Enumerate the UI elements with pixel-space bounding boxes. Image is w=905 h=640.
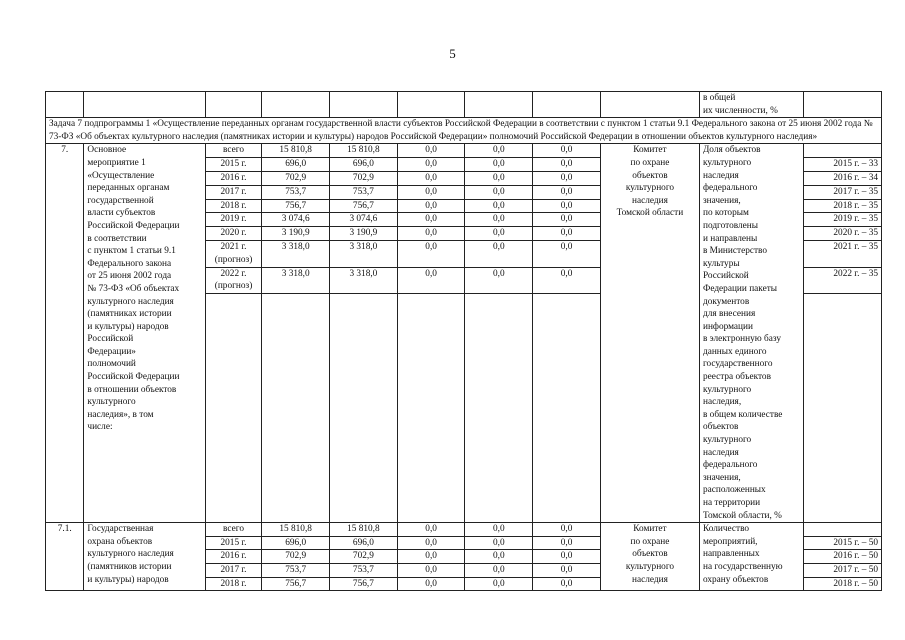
value-cell: 0,0 bbox=[397, 563, 465, 577]
value-cell: 0,0 bbox=[533, 577, 601, 591]
total-cell: 696,0 bbox=[262, 158, 330, 172]
value-cell: 0,0 bbox=[533, 172, 601, 186]
indicator-value: 2015 г. – 50 bbox=[804, 536, 882, 550]
value-cell: 0,0 bbox=[465, 536, 533, 550]
indicator-cell: Количество мероприятий, направленных на государственную охрану объектов bbox=[699, 523, 803, 591]
total-cell: 753,7 bbox=[262, 185, 330, 199]
indicator-value: 2021 г. – 35 bbox=[804, 241, 882, 268]
value-cell: 0,0 bbox=[533, 536, 601, 550]
indicator-value bbox=[804, 523, 882, 537]
value-cell: 0,0 bbox=[465, 144, 533, 158]
value-cell: 0,0 bbox=[397, 158, 465, 172]
value-cell: 0,0 bbox=[397, 172, 465, 186]
header-tail-row bbox=[46, 92, 882, 118]
federal-cell: 3 318,0 bbox=[330, 267, 398, 294]
value-cell: 0,0 bbox=[465, 267, 533, 294]
indicator-value: 2016 г. – 34 bbox=[804, 172, 882, 186]
federal-cell: 3 074,6 bbox=[330, 213, 398, 227]
indicator-value bbox=[804, 144, 882, 158]
value-cell: 0,0 bbox=[533, 227, 601, 241]
indicator-value: 2018 г. – 50 bbox=[804, 577, 882, 591]
federal-cell: 696,0 bbox=[330, 536, 398, 550]
value-cell: 0,0 bbox=[465, 227, 533, 241]
year-cell: 2018 г. bbox=[205, 199, 262, 213]
total-cell: 15 810,8 bbox=[262, 523, 330, 537]
year-cell: 2015 г. bbox=[205, 536, 262, 550]
indicator-value: 2017 г. – 50 bbox=[804, 563, 882, 577]
year-cell: всего bbox=[205, 144, 262, 158]
value-cell: 0,0 bbox=[465, 213, 533, 227]
total-cell: 702,9 bbox=[262, 550, 330, 564]
item-number: 7. bbox=[46, 144, 84, 523]
total-cell: 3 318,0 bbox=[262, 241, 330, 268]
value-cell: 0,0 bbox=[465, 523, 533, 537]
value-cell: 0,0 bbox=[533, 185, 601, 199]
total-cell: 756,7 bbox=[262, 199, 330, 213]
total-cell: 3 318,0 bbox=[262, 267, 330, 294]
value-cell: 0,0 bbox=[465, 563, 533, 577]
value-cell: 0,0 bbox=[465, 550, 533, 564]
federal-cell: 3 190,9 bbox=[330, 227, 398, 241]
value-cell: 0,0 bbox=[397, 577, 465, 591]
total-cell: 753,7 bbox=[262, 563, 330, 577]
federal-cell: 753,7 bbox=[330, 563, 398, 577]
federal-cell: 753,7 bbox=[330, 185, 398, 199]
value-cell: 0,0 bbox=[465, 172, 533, 186]
item-name: Государственная охрана объектов культурного наследия (памятников истории и культуры) народов bbox=[84, 523, 205, 591]
total-cell: 15 810,8 bbox=[262, 144, 330, 158]
total-cell: 702,9 bbox=[262, 172, 330, 186]
value-cell: 0,0 bbox=[397, 523, 465, 537]
indicator-value: 2017 г. – 35 bbox=[804, 185, 882, 199]
federal-cell: 3 318,0 bbox=[330, 241, 398, 268]
federal-cell: 15 810,8 bbox=[330, 523, 398, 537]
year-cell: 2019 г. bbox=[205, 213, 262, 227]
year-cell: 2020 г. bbox=[205, 227, 262, 241]
year-cell: 2015 г. bbox=[205, 158, 262, 172]
value-cell: 0,0 bbox=[397, 267, 465, 294]
value-cell: 0,0 bbox=[465, 577, 533, 591]
total-cell: 3 190,9 bbox=[262, 227, 330, 241]
value-cell: 0,0 bbox=[397, 550, 465, 564]
value-cell: 0,0 bbox=[533, 550, 601, 564]
indicator-value: 2019 г. – 35 bbox=[804, 213, 882, 227]
value-cell: 0,0 bbox=[397, 199, 465, 213]
value-cell: 0,0 bbox=[465, 158, 533, 172]
year-cell: 2021 г. (прогноз) bbox=[205, 241, 262, 268]
year-cell: 2017 г. bbox=[205, 563, 262, 577]
value-cell: 0,0 bbox=[533, 199, 601, 213]
value-cell: 0,0 bbox=[465, 199, 533, 213]
indicator-tail: в общей их численности, % bbox=[699, 92, 803, 118]
year-cell: 2016 г. bbox=[205, 550, 262, 564]
year-cell: 2018 г. bbox=[205, 577, 262, 591]
value-cell: 0,0 bbox=[465, 241, 533, 268]
year-cell: 2017 г. bbox=[205, 185, 262, 199]
value-cell: 0,0 bbox=[397, 536, 465, 550]
value-cell: 0,0 bbox=[533, 267, 601, 294]
value-cell: 0,0 bbox=[397, 227, 465, 241]
federal-cell: 756,7 bbox=[330, 577, 398, 591]
item-name: Основное мероприятие 1 «Осуществление переданных органам государственной власти субъектов Российской Федерации в соответствии с пунктом 1 статьи 9.1 Федерального закона от 25 июня 2002 года № 73-ФЗ «Об объектах культурного наследия (памятниках истории и культуры) народов Российской Федерации» полномочий Российской Федерации в отношении объектов культурного наследия», в том числе: bbox=[84, 144, 205, 523]
value-cell: 0,0 bbox=[397, 213, 465, 227]
table-row bbox=[46, 144, 882, 158]
value-cell: 0,0 bbox=[465, 185, 533, 199]
total-cell: 3 074,6 bbox=[262, 213, 330, 227]
item-number: 7.1. bbox=[46, 523, 84, 591]
indicator-value: 2018 г. – 35 bbox=[804, 199, 882, 213]
federal-cell: 756,7 bbox=[330, 199, 398, 213]
value-cell: 0,0 bbox=[533, 563, 601, 577]
table-row bbox=[46, 523, 882, 537]
year-cell: всего bbox=[205, 523, 262, 537]
value-cell: 0,0 bbox=[397, 144, 465, 158]
value-cell: 0,0 bbox=[533, 144, 601, 158]
federal-cell: 702,9 bbox=[330, 550, 398, 564]
value-cell: 0,0 bbox=[533, 241, 601, 268]
total-cell: 756,7 bbox=[262, 577, 330, 591]
year-cell: 2016 г. bbox=[205, 172, 262, 186]
page-number: 5 bbox=[449, 46, 456, 61]
total-cell: 696,0 bbox=[262, 536, 330, 550]
task-header: Задача 7 подпрограммы 1 «Осуществление переданных органам государственной власти субъектов Российской Федерации в соответствии с пунктом 1 статьи 9.1 Федерального закона от 25 июня 2002 года № 73-ФЗ «Об объектах культурного наследия (памятниках истории и культуры) народов Российской Федерации» полномочий Российской Федерации в отношении объектов культурного наследия» bbox=[46, 118, 882, 144]
executor-cell: Комитет по охране объектов культурного наследия bbox=[600, 523, 699, 591]
indicator-value: 2022 г. – 35 bbox=[804, 267, 882, 294]
indicator-value: 2016 г. – 50 bbox=[804, 550, 882, 564]
executor-cell: Комитет по охране объектов культурного наследия Томской области bbox=[600, 144, 699, 523]
value-cell: 0,0 bbox=[397, 241, 465, 268]
value-cell: 0,0 bbox=[397, 185, 465, 199]
task-header-row bbox=[46, 118, 882, 144]
value-cell: 0,0 bbox=[533, 523, 601, 537]
value-cell: 0,0 bbox=[533, 158, 601, 172]
federal-cell: 15 810,8 bbox=[330, 144, 398, 158]
program-table bbox=[45, 91, 882, 591]
federal-cell: 696,0 bbox=[330, 158, 398, 172]
indicator-cell: Доля объектов культурного наследия федерального значения, по которым подготовлены и направлены в Министерство культуры Российской Федерации пакеты документов для внесения информации в электронную базу данных единого государственного реестра объектов культурного наследия, в общем количестве объектов культурного наследия федерального значения, расположенных на территории Томской области, % bbox=[699, 144, 803, 523]
indicator-value: 2015 г. – 33 bbox=[804, 158, 882, 172]
indicator-value: 2020 г. – 35 bbox=[804, 227, 882, 241]
value-cell: 0,0 bbox=[533, 213, 601, 227]
federal-cell: 702,9 bbox=[330, 172, 398, 186]
year-cell: 2022 г. (прогноз) bbox=[205, 267, 262, 294]
